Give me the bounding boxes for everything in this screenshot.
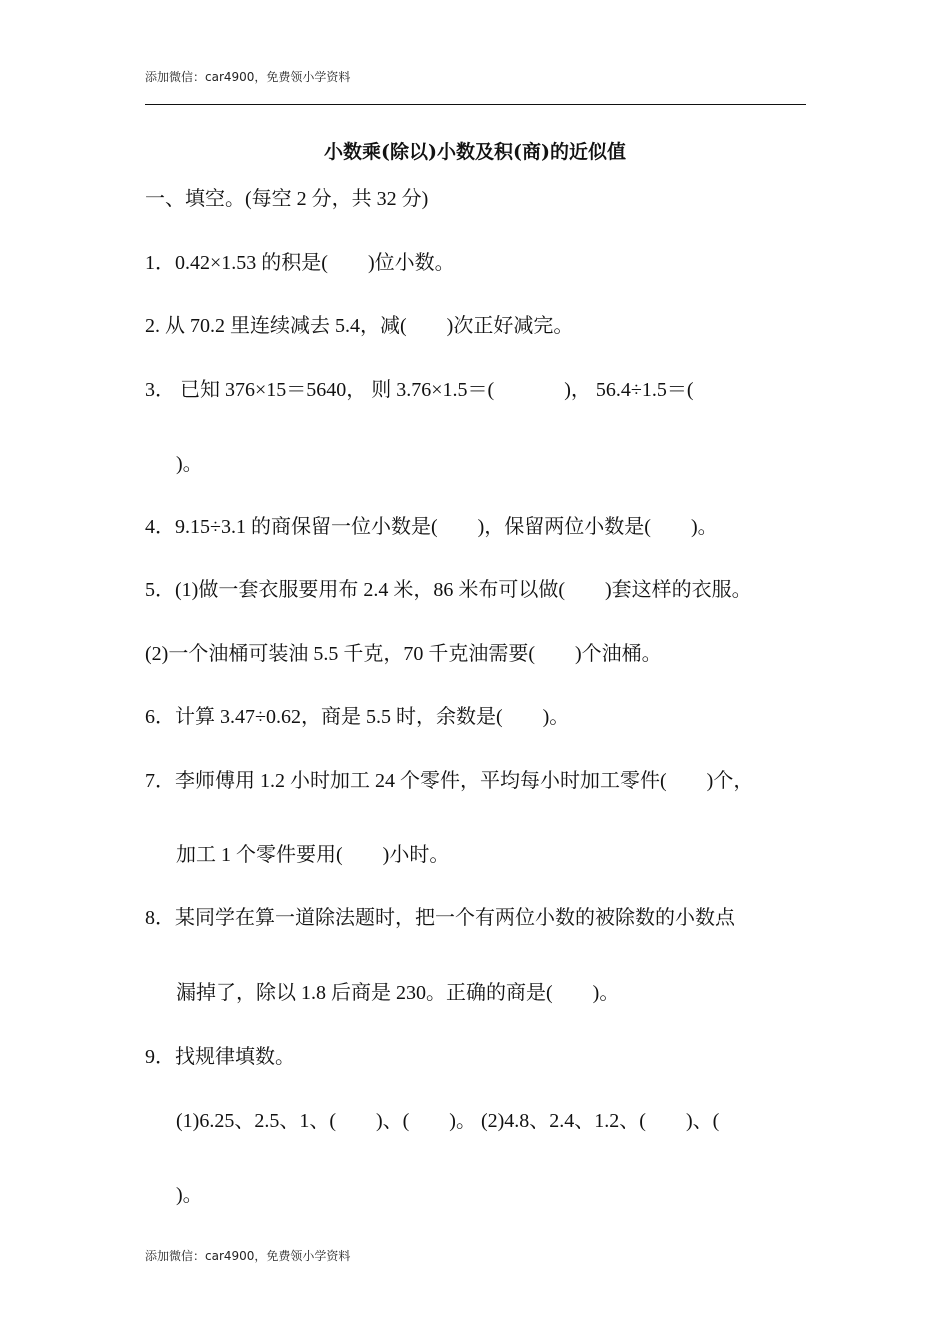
question-9: 9．找规律填数。	[145, 1046, 295, 1068]
question-8-line-1: 8．某同学在算一道除法题时，把一个有两位小数的被除数的小数点	[145, 907, 735, 929]
question-7-line-1: 7．李师傅用 1.2 小时加工 24 个零件，平均每小时加工零件( )个，	[145, 770, 754, 792]
page-title: 小数乘(除以)小数及积(商)的近似值	[324, 141, 626, 163]
header-divider	[145, 104, 806, 105]
question-7-line-2: 加工 1 个零件要用( )小时。	[176, 844, 450, 866]
question-9-sequences-end: )。	[176, 1184, 203, 1206]
question-5-part-2: (2)一个油桶可装油 5.5 千克，70 千克油需要( )个油桶。	[145, 643, 662, 665]
question-8-line-2: 漏掉了，除以 1.8 后商是 230。正确的商是( )。	[176, 982, 620, 1004]
question-5-part-1: 5．(1)做一套衣服要用布 2.4 米，86 米布可以做( )套这样的衣服。	[145, 579, 752, 601]
question-6: 6．计算 3.47÷0.62，商是 5.5 时，余数是( )。	[145, 706, 570, 728]
footer-note: 添加微信：car4900，免费领小学资料	[145, 1249, 351, 1263]
question-3-line-2: )。	[176, 453, 203, 475]
section-heading: 一、填空。(每空 2 分，共 32 分)	[145, 188, 429, 210]
header-note: 添加微信：car4900，免费领小学资料	[145, 70, 351, 84]
question-3-line-1: 3． 已知 376×15＝5640， 则 3.76×1.5＝( )， 56.4÷1.5＝(	[145, 379, 694, 401]
question-4: 4．9.15÷3.1 的商保留一位小数是( )，保留两位小数是( )。	[145, 516, 718, 538]
question-2: 2. 从 70.2 里连续减去 5.4，减( )次正好减完。	[145, 315, 574, 337]
question-1: 1．0.42×1.53 的积是( )位小数。	[145, 252, 455, 274]
question-9-sequences: (1)6.25、2.5、1、( )、( )。 (2)4.8、2.4、1.2、( )、(	[176, 1110, 720, 1132]
